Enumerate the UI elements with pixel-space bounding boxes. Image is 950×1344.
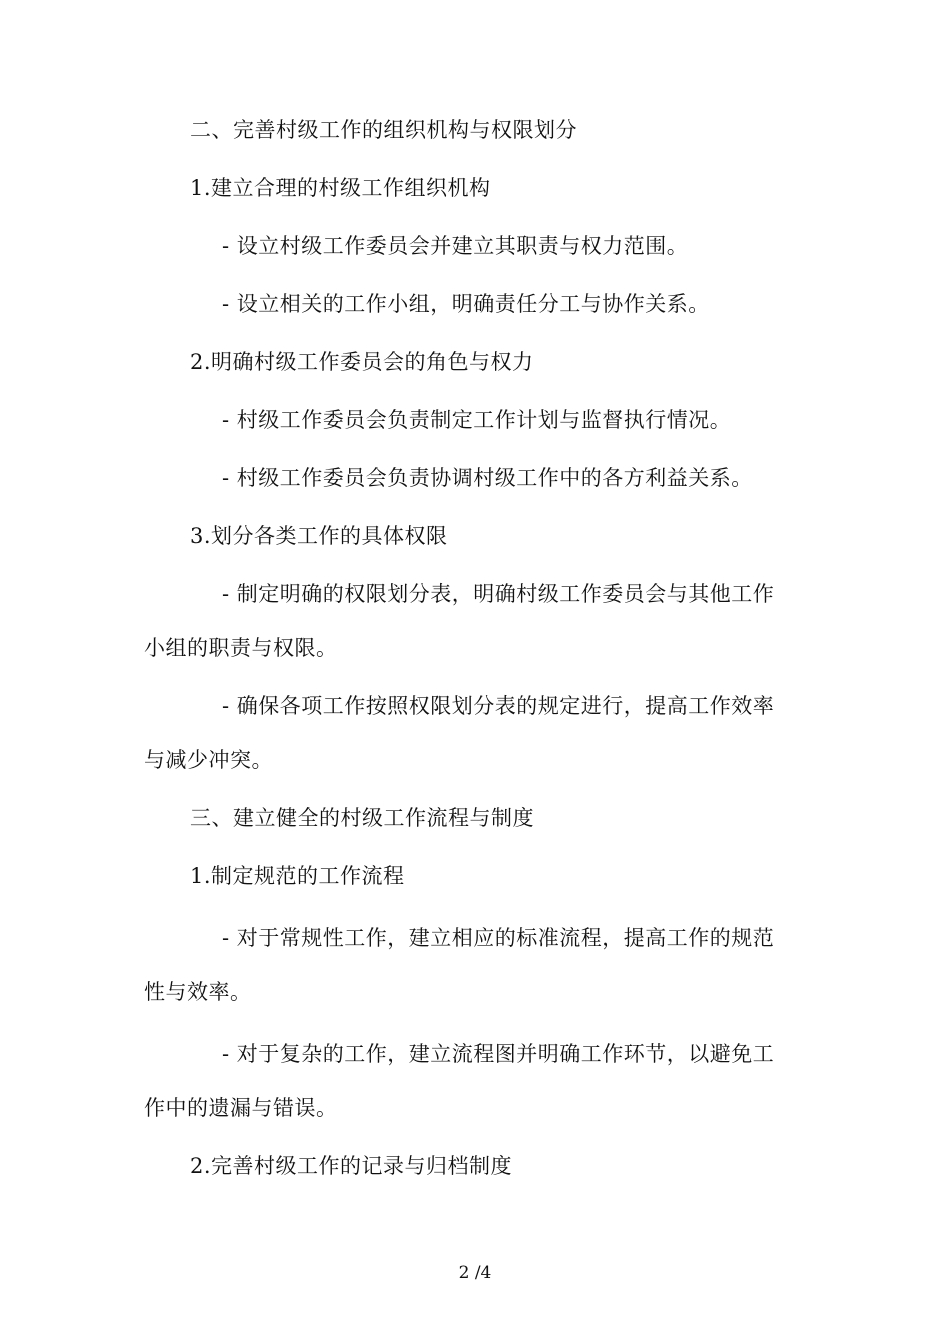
subheading-2-3: 3.划分各类工作的具体权限 bbox=[190, 524, 448, 548]
bullet-item: - 确保各项工作按照权限划分表的规定进行，提高工作效率 bbox=[222, 694, 775, 718]
bullet-item-continuation: 与减少冲突。 bbox=[144, 748, 273, 772]
bullet-item-continuation: 作中的遗漏与错误。 bbox=[144, 1096, 338, 1120]
bullet-item: - 制定明确的权限划分表，明确村级工作委员会与其他工作 bbox=[222, 582, 775, 606]
bullet-item: - 村级工作委员会负责协调村级工作中的各方利益关系。 bbox=[222, 466, 753, 490]
subheading-3-2: 2.完善村级工作的记录与归档制度 bbox=[190, 1154, 513, 1178]
subheading-2-1: 1.建立合理的村级工作组织机构 bbox=[190, 176, 491, 200]
bullet-item: - 对于常规性工作，建立相应的标准流程，提高工作的规范 bbox=[222, 926, 775, 950]
section-heading-2: 二、完善村级工作的组织机构与权限划分 bbox=[190, 118, 577, 142]
page-number: 2 /4 bbox=[458, 1263, 492, 1283]
subheading-2-2: 2.明确村级工作委员会的角色与权力 bbox=[190, 350, 534, 374]
bullet-item: - 对于复杂的工作，建立流程图并明确工作环节，以避免工 bbox=[222, 1042, 775, 1066]
bullet-item: - 村级工作委员会负责制定工作计划与监督执行情况。 bbox=[222, 408, 732, 432]
bullet-item: - 设立相关的工作小组，明确责任分工与协作关系。 bbox=[222, 292, 710, 316]
bullet-item-continuation: 小组的职责与权限。 bbox=[144, 636, 338, 660]
bullet-item-continuation: 性与效率。 bbox=[144, 980, 252, 1004]
section-heading-3: 三、建立健全的村级工作流程与制度 bbox=[190, 806, 534, 830]
bullet-item: - 设立村级工作委员会并建立其职责与权力范围。 bbox=[222, 234, 689, 258]
subheading-3-1: 1.制定规范的工作流程 bbox=[190, 864, 405, 888]
